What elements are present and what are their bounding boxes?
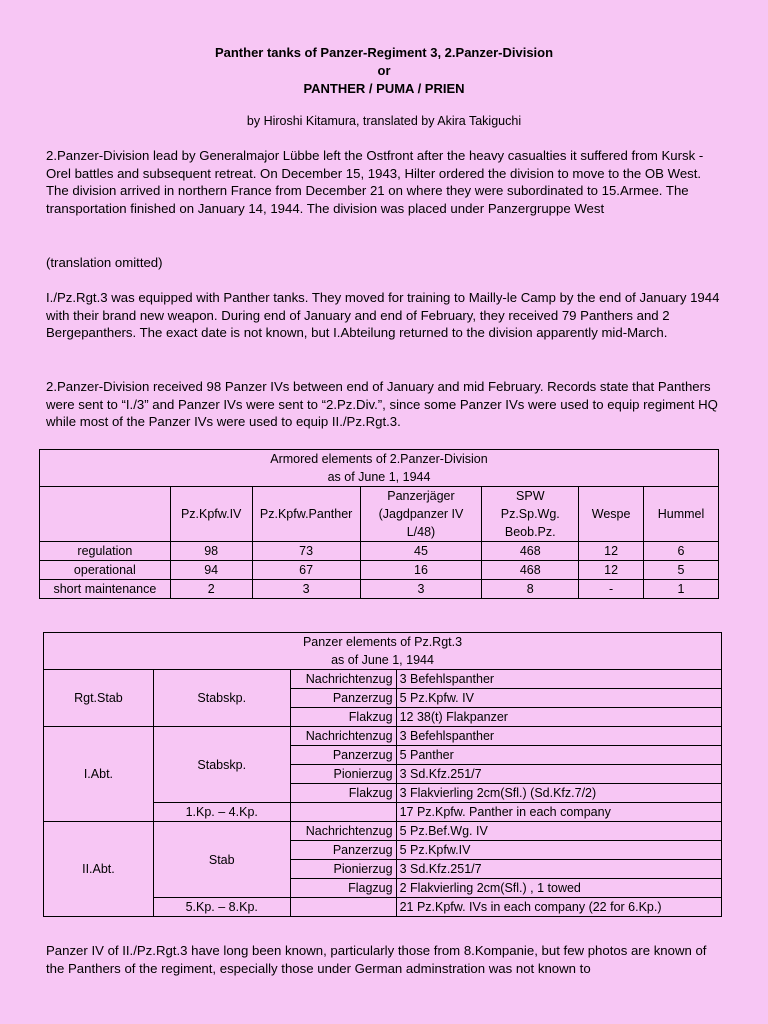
equipment-cell: 5 Pz.Kpfw. IV [396, 689, 721, 708]
row-label: operational [40, 561, 171, 580]
equipment-cell: 12 38(t) Flakpanzer [396, 708, 721, 727]
equipment-cell: 3 Sd.Kfz.251/7 [396, 765, 721, 784]
platoon-label: Nachrichtenzug [290, 822, 396, 841]
table-row [44, 822, 722, 841]
table-cell: 73 [252, 542, 360, 561]
platoon-label: Flagzug [290, 879, 396, 898]
panzer-elements-table [43, 632, 722, 917]
title-line-1: Panther tanks of Panzer-Regiment 3, 2.Panzer-Division [214, 45, 554, 60]
table-cell: 3 [360, 580, 482, 599]
companies-label: 5.Kp. – 8.Kp. [153, 898, 290, 917]
equipment-cell: 2 Flakvierling 2cm(Sfl.) , 1 towed [396, 879, 721, 898]
document-title [0, 44, 768, 98]
subunit-label: Stabskp. [153, 670, 290, 727]
table-cell: 2 [170, 580, 252, 599]
equipment-cell: 3 Flakvierling 2cm(Sfl.) (Sd.Kfz.7/2) [396, 784, 721, 803]
title-line-3: PANTHER / PUMA / PRIEN [303, 81, 465, 96]
platoon-label: Panzerzug [290, 746, 396, 765]
table-caption-date: as of June 1, 1944 [327, 470, 431, 484]
paragraph-4: 2.Panzer-Division received 98 Panzer IVs between end of January and mid February. Records state that Panthers were sent to “I./3” and Panzer IVs were sent to “2.Pz.Div.”, since some Panzer IVs were used to equip regiment HQ while most of the Panzer IVs were used to equip II./Pz.Rgt.3. [46, 379, 718, 430]
row-label: regulation [40, 542, 171, 561]
column-header: Pz.Kpfw.Panther [252, 487, 360, 542]
empty-cell [290, 898, 396, 917]
table-caption-row [44, 633, 722, 670]
equipment-cell: 17 Pz.Kpfw. Panther in each company [396, 803, 721, 822]
table-header-row [40, 487, 719, 542]
table-cell: 8 [482, 580, 579, 599]
equipment-cell: 21 Pz.Kpfw. IVs in each company (22 for 6.Kp.) [396, 898, 721, 917]
table-cell: 67 [252, 561, 360, 580]
platoon-label: Nachrichtenzug [290, 670, 396, 689]
table-cell: - [579, 580, 644, 599]
equipment-cell: 3 Befehlspanther [396, 670, 721, 689]
column-header: Pz.Kpfw.IV [170, 487, 252, 542]
equipment-cell: 3 Sd.Kfz.251/7 [396, 860, 721, 879]
paragraph-2: (translation omitted) [46, 255, 163, 270]
paragraph-3: I./Pz.Rgt.3 was equipped with Panther tanks. They moved for training to Mailly-le Camp by the end of January 1944 with their brand new weapon. During end of January and end of February, they received 79 Panthers and 2 Bergepanthers. The exact date is not known, but I.Abteilung returned to the division apparently mid-March. [46, 290, 720, 341]
table-cell: 1 [644, 580, 719, 599]
platoon-label: Flakzug [290, 784, 396, 803]
table-row [44, 727, 722, 746]
platoon-label: Panzerzug [290, 689, 396, 708]
empty-cell [290, 803, 396, 822]
subunit-label: Stabskp. [153, 727, 290, 803]
table-caption: Armored elements of 2.Panzer-Division [270, 452, 488, 466]
table-cell: 468 [482, 542, 579, 561]
table-cell: 3 [252, 580, 360, 599]
unit-label: II.Abt. [44, 822, 154, 917]
column-header: Panzerjäger (Jagdpanzer IV L/48) [360, 487, 482, 542]
platoon-label: Flakzug [290, 708, 396, 727]
equipment-cell: 5 Panther [396, 746, 721, 765]
platoon-label: Pionierzug [290, 765, 396, 784]
equipment-cell: 5 Pz.Bef.Wg. IV [396, 822, 721, 841]
column-header: SPW Pz.Sp.Wg. Beob.Pz. [482, 487, 579, 542]
table-cell: 16 [360, 561, 482, 580]
column-header [40, 487, 171, 542]
table-caption: Panzer elements of Pz.Rgt.3 [302, 635, 463, 649]
table-caption-date: as of June 1, 1944 [331, 653, 434, 667]
table-cell: 468 [482, 561, 579, 580]
table-row [40, 542, 719, 561]
table-row [40, 561, 719, 580]
subunit-label: Stab [153, 822, 290, 898]
platoon-label: Pionierzug [290, 860, 396, 879]
table-cell: 5 [644, 561, 719, 580]
paragraph-1: 2.Panzer-Division lead by Generalmajor Lübbe left the Ostfront after the heavy casualties it suffered from Kursk - Orel battles and subsequent retreat. On December 15, 1943, Hilter ordered the division to move to the OB West. The division arrived in northern France from December 21 on where they were subordinated to 15.Armee. The transportation finished on January 14, 1944. The division was placed under Panzergruppe West [46, 148, 704, 217]
row-label: short maintenance [40, 580, 171, 599]
table-caption-row [40, 450, 719, 487]
byline: by Hiroshi Kitamura, translated by Akira Takiguchi [246, 114, 522, 128]
table-row [40, 580, 719, 599]
armored-elements-table [39, 449, 719, 599]
table-cell: 45 [360, 542, 482, 561]
table-cell: 98 [170, 542, 252, 561]
column-header: Hummel [644, 487, 719, 542]
table-cell: 12 [579, 561, 644, 580]
table-cell: 94 [170, 561, 252, 580]
companies-label: 1.Kp. – 4.Kp. [153, 803, 290, 822]
paragraph-5: Panzer IV of II./Pz.Rgt.3 have long been known, particularly those from 8.Kompanie, but few photos are known of the Panthers of the regiment, especially those under German adminstration was not known to [46, 943, 707, 976]
column-header: Wespe [579, 487, 644, 542]
unit-label: Rgt.Stab [44, 670, 154, 727]
table-cell: 12 [579, 542, 644, 561]
unit-label: I.Abt. [44, 727, 154, 822]
table-cell: 6 [644, 542, 719, 561]
title-line-2: or [377, 63, 391, 78]
table-row [44, 670, 722, 689]
platoon-label: Nachrichtenzug [290, 727, 396, 746]
equipment-cell: 3 Befehlspanther [396, 727, 721, 746]
equipment-cell: 5 Pz.Kpfw.IV [396, 841, 721, 860]
platoon-label: Panzerzug [290, 841, 396, 860]
